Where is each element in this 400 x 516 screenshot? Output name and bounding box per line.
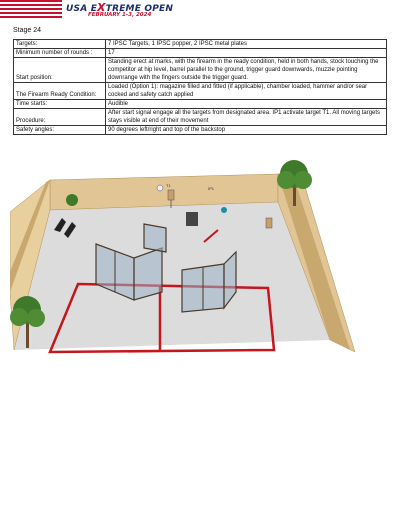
- table-row: [14, 83, 387, 100]
- row-label: Minimum number of rounds :: [14, 49, 106, 58]
- table-row: [14, 49, 387, 58]
- row-value: After start signal engage all the targets from designated area. IP1 activate target T1. All moving targets stays visible at end of their movement: [106, 109, 387, 126]
- row-label: Safety angles:: [14, 126, 106, 135]
- table-row: [14, 100, 387, 109]
- row-value: Audible: [106, 100, 387, 109]
- logo-prefix: USA E: [66, 4, 98, 14]
- row-value: 17: [106, 49, 387, 58]
- table-row: [14, 126, 387, 135]
- target-stand-2: [266, 218, 272, 228]
- row-label: Time starts:: [14, 100, 106, 109]
- page-header: [0, 0, 400, 22]
- stage-title: Stage 24: [13, 27, 42, 34]
- target-steel-1: [157, 185, 163, 191]
- table-row: [14, 109, 387, 126]
- row-label: Targets:: [14, 40, 106, 49]
- logo-x-letter: X: [97, 1, 106, 14]
- event-dates: FEBRUARY 1-3, 2024: [88, 12, 152, 18]
- logo-suffix: TREME OPEN: [105, 4, 174, 14]
- row-value: 90 degrees left/right and top of the backstop: [106, 126, 387, 135]
- target-t1-label: T1: [166, 183, 171, 188]
- row-label: Procedure:: [14, 109, 106, 126]
- barricade-far: [144, 224, 166, 252]
- stage-diagram: [10, 152, 390, 372]
- target-ip1-label: IP1: [208, 186, 215, 191]
- stage-info-table: [13, 39, 387, 135]
- row-value: Loaded (Option 1): magazine filled and fitted (if applicable), chamber loaded, hammer and/or sear cocked and safety catch applied: [106, 83, 387, 100]
- target-stand-1: [186, 212, 198, 226]
- row-label: The Firearm Ready Condition:: [14, 83, 106, 100]
- row-value: Standing erect at marks, with the firearm in the ready condition, held in both hands, stock touching the competitor at hip level, barrel parallel to the ground, trigger guard downwards, muzzle pointing downrange with the fingers outside the trigger guard.: [106, 58, 387, 83]
- flag-logo-graphic: [0, 0, 62, 20]
- plant-back: [66, 194, 78, 206]
- table-row: [14, 58, 387, 83]
- table-row: [14, 40, 387, 49]
- row-label: Start position:: [14, 58, 106, 83]
- row-value: 7 IPSC Targets, 1 IPSC popper, 2 IPSC metal plates: [106, 40, 387, 49]
